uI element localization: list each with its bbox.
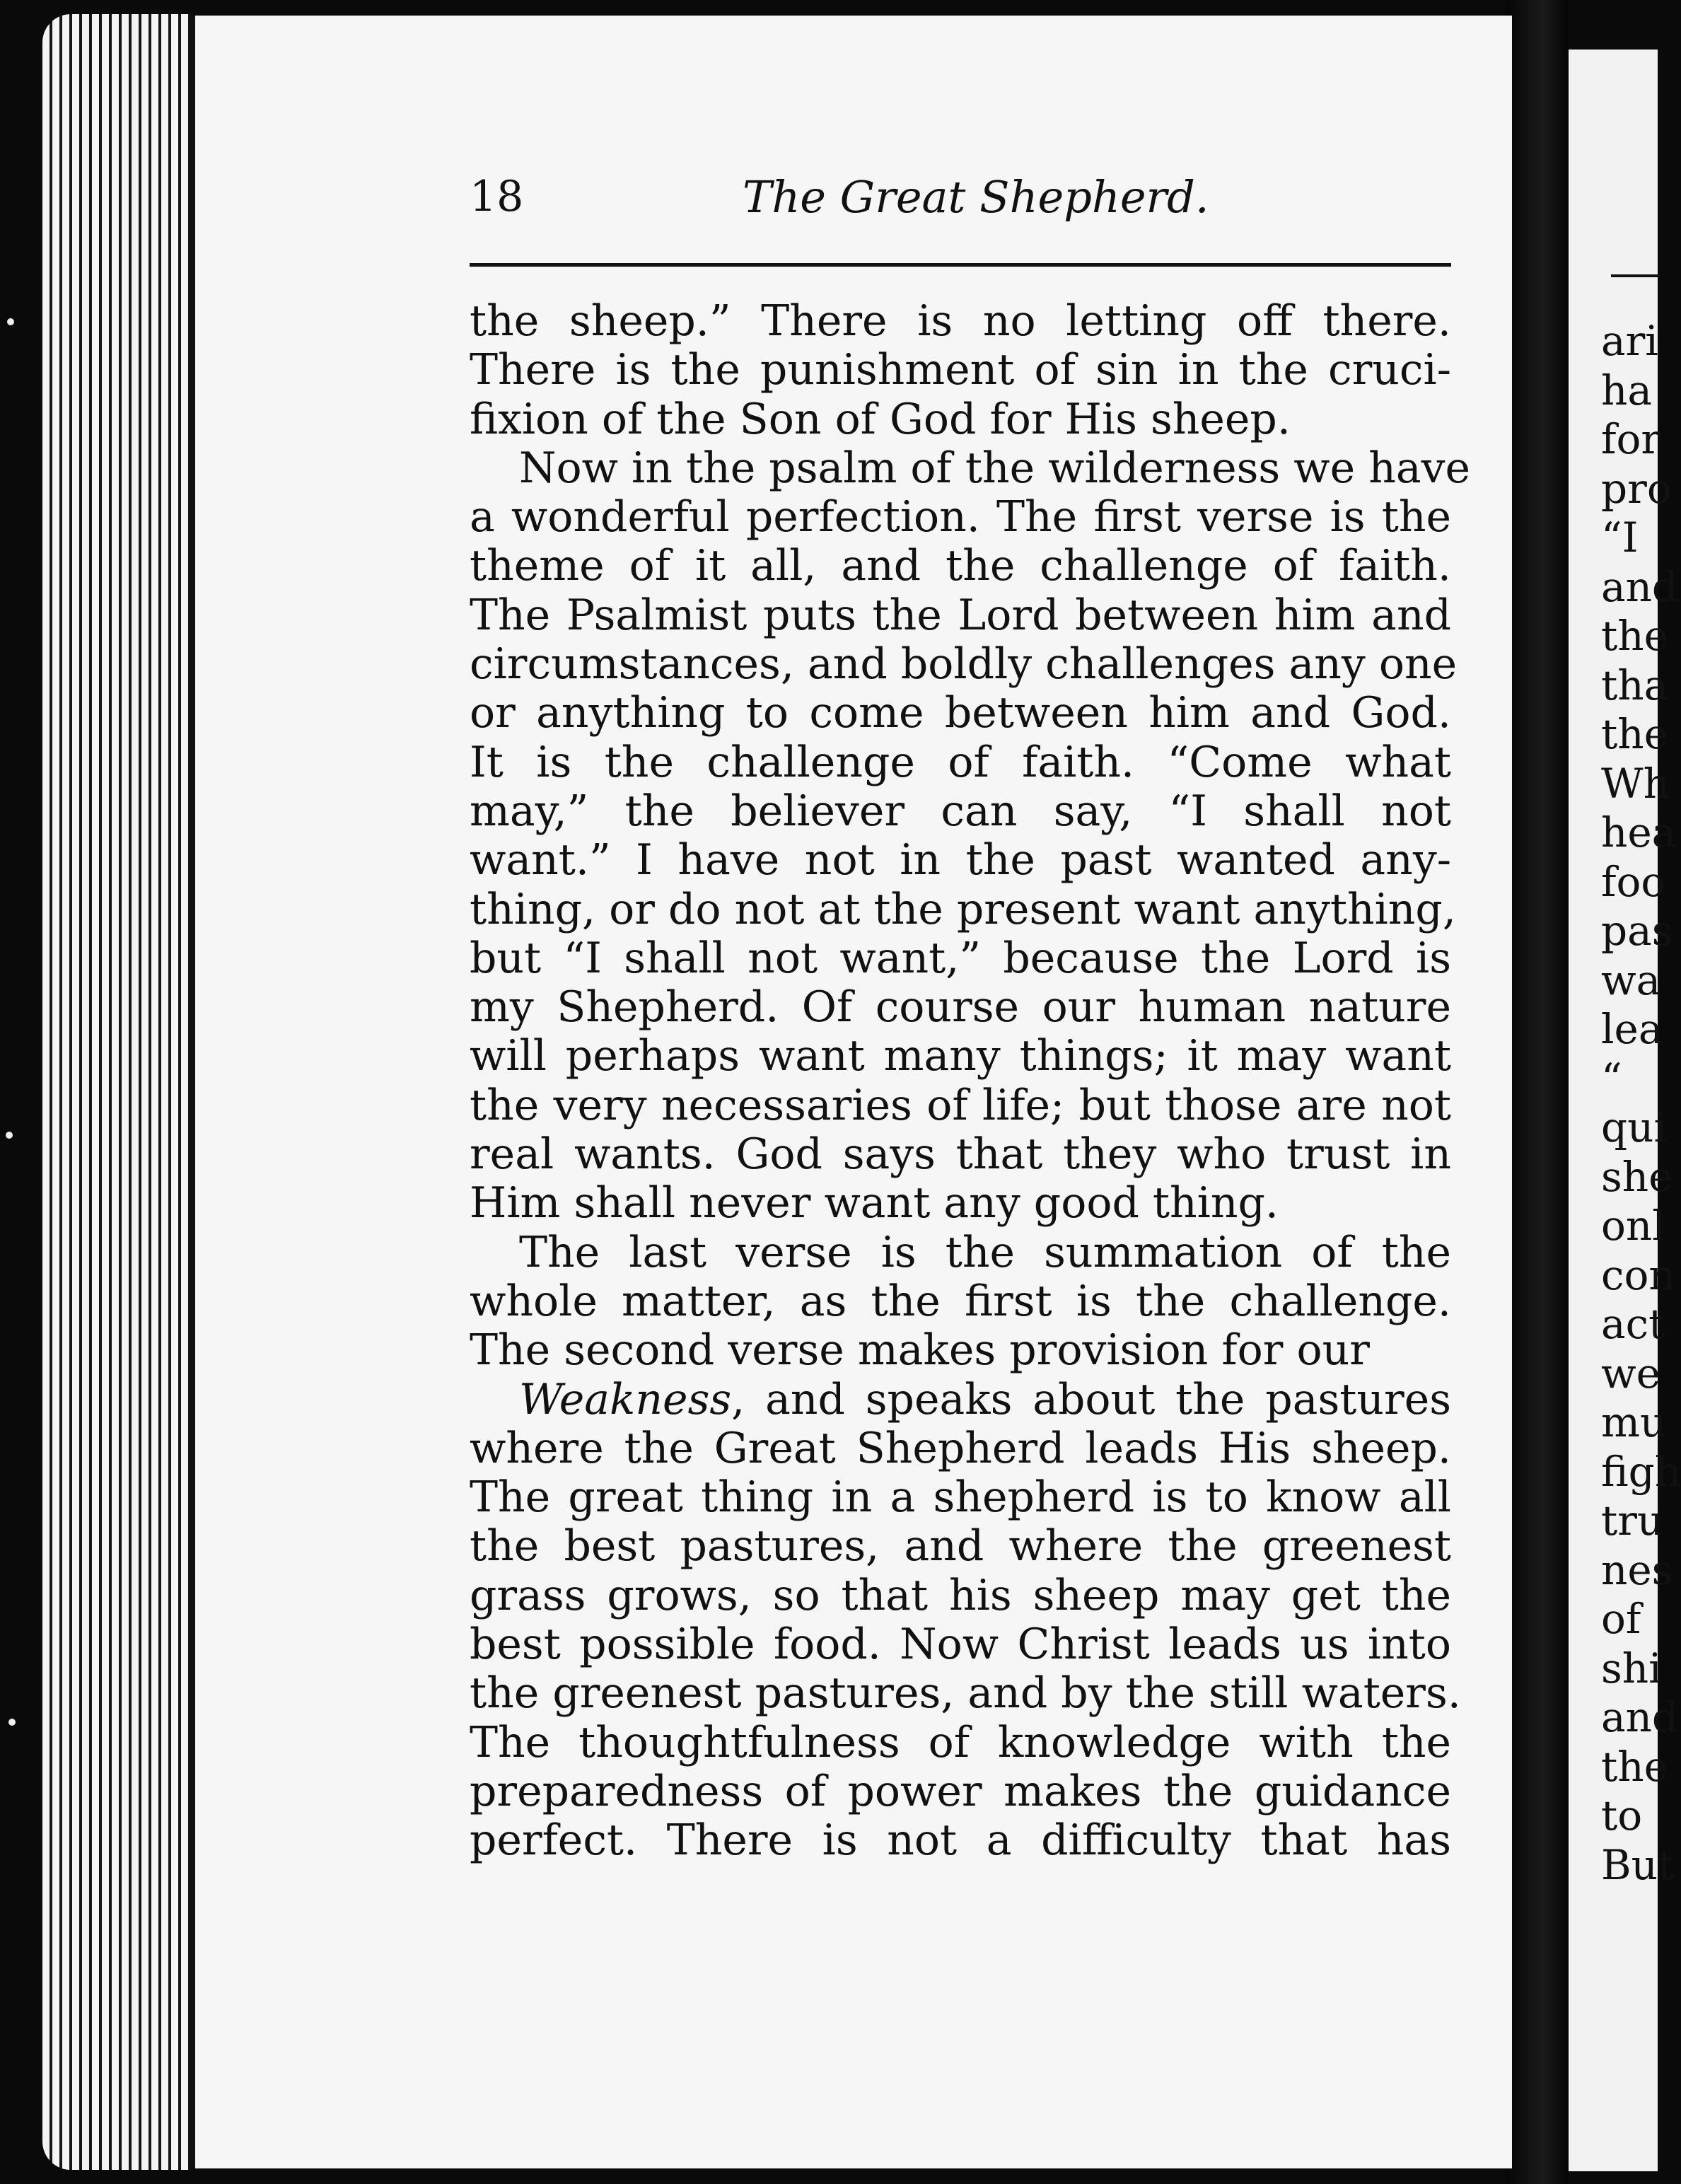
text-line: the sheep.” There is no letting off there. [470, 296, 1451, 346]
facing-page-fragment: pro [1601, 464, 1672, 513]
dust-speck [7, 318, 14, 325]
text-line: will perhaps want many things; it may want [470, 1031, 1451, 1081]
facing-page-fragment: hea [1601, 808, 1677, 856]
facing-page-fragment: the [1601, 710, 1668, 758]
facing-page-fragment: and [1601, 562, 1679, 611]
facing-page-fragment: figh [1601, 1447, 1681, 1496]
facing-page-fragment: “ [1601, 1054, 1622, 1103]
text-line: Now in the psalm of the wilderness we have [519, 443, 1471, 493]
facing-page-fragment: shi [1601, 1644, 1662, 1692]
text-line: The second verse makes provision for our [470, 1325, 1370, 1376]
dust-speck [8, 1719, 16, 1726]
text-line: want.” I have not in the past wanted any- [470, 835, 1451, 885]
page-number: 18 [470, 172, 524, 221]
text-line: best possible food. Now Christ leads us into [470, 1620, 1451, 1670]
text-line: theme of it all, and the challenge of faith. [470, 541, 1451, 591]
text-line: It is the challenge of faith. “Come what [470, 737, 1451, 787]
text-line: thing, or do not at the present want anything, [470, 884, 1456, 934]
text-line: The thoughtfulness of knowledge with the [470, 1717, 1451, 1767]
body-text [470, 296, 1471, 1866]
text-line: a wonderful perfection. The first verse is the [470, 492, 1451, 542]
text-line: the greenest pastures, and by the still waters. [470, 1668, 1461, 1719]
facing-page-fragment: pas [1601, 907, 1673, 955]
text-line-rest: , and speaks about the pastures [731, 1374, 1451, 1424]
text-line: or anything to come between him and God. [470, 688, 1451, 738]
text-line: where the Great Shepherd leads His sheep. [470, 1423, 1451, 1473]
facing-page-fragment: onl [1601, 1202, 1665, 1250]
text-line: whole matter, as the first is the challenge. [470, 1276, 1451, 1326]
text-line: the very necessaries of life; but those are not [470, 1080, 1451, 1130]
facing-page-fragment: qui [1601, 1103, 1668, 1151]
text-line: fixion of the Son of God for His sheep. [470, 394, 1291, 444]
header-rule [470, 263, 1451, 267]
dust-speck [6, 1132, 13, 1139]
text-line: preparedness of power makes the guidance [470, 1766, 1451, 1816]
text-line: The last verse is the summation of the [519, 1227, 1451, 1277]
italic-word: Weakness [519, 1374, 732, 1424]
text-line [470, 1376, 1451, 1424]
text-line: There is the punishment of sin in the cruci- [470, 345, 1451, 395]
facing-page-fragment: But [1601, 1840, 1675, 1889]
text-line: perfect. There is not a difficulty that has [470, 1816, 1451, 1866]
text-line: grass grows, so that his sheep may get the [470, 1570, 1451, 1620]
facing-page-rule [1611, 274, 1660, 277]
facing-page-fragment: nes [1601, 1545, 1673, 1594]
facing-page-fragment: mu [1601, 1398, 1667, 1446]
facing-page [1569, 50, 1681, 2171]
text-line: may,” the believer can say, “I shall not [470, 786, 1451, 836]
running-head-title: The Great Shepherd. [743, 171, 1209, 223]
facing-page-fragment: we [1601, 1349, 1660, 1398]
facing-page-fragment: ha [1601, 366, 1652, 414]
facing-page-fragment: and [1601, 1693, 1679, 1741]
facing-page-fragment: lea [1601, 1005, 1663, 1053]
text-line: Him shall never want any good thing. [470, 1178, 1279, 1228]
facing-page-fragment: con [1601, 1250, 1675, 1299]
facing-page-fragment: ari [1601, 317, 1658, 365]
text-line: circumstances, and boldly challenges any one [470, 639, 1458, 690]
text-line: the best pastures, and where the greenest [470, 1521, 1451, 1572]
text-line: real wants. God says that they who trust in [470, 1129, 1451, 1180]
facing-page-fragment: of [1601, 1595, 1641, 1643]
book-gutter [1505, 0, 1569, 2184]
facing-page-fragment: Wh [1601, 759, 1670, 808]
facing-page-fragment: the [1601, 612, 1668, 660]
facing-page-fragment: wa [1601, 956, 1661, 1004]
facing-page-fragment: “I [1601, 513, 1639, 562]
facing-page-fragment: to [1601, 1791, 1643, 1840]
facing-page-fragment: she [1601, 1152, 1673, 1201]
facing-page-fragment: foo [1601, 857, 1666, 906]
text-line: The great thing in a shepherd is to know all [470, 1473, 1451, 1523]
facing-page-fragment: tha [1601, 661, 1669, 709]
facing-page-fragment: for [1601, 415, 1661, 463]
text-line: my Shepherd. Of course our human nature [470, 982, 1451, 1033]
facing-page-text [1601, 317, 1681, 1890]
facing-page-fragment: the [1601, 1742, 1668, 1791]
text-line: The Psalmist puts the Lord between him and [470, 590, 1451, 640]
facing-page-fragment: tru [1601, 1497, 1664, 1545]
book-page-edges [42, 14, 191, 2170]
text-line: but “I shall not want,” because the Lord is [470, 933, 1451, 983]
facing-page-fragment: act [1601, 1300, 1665, 1348]
